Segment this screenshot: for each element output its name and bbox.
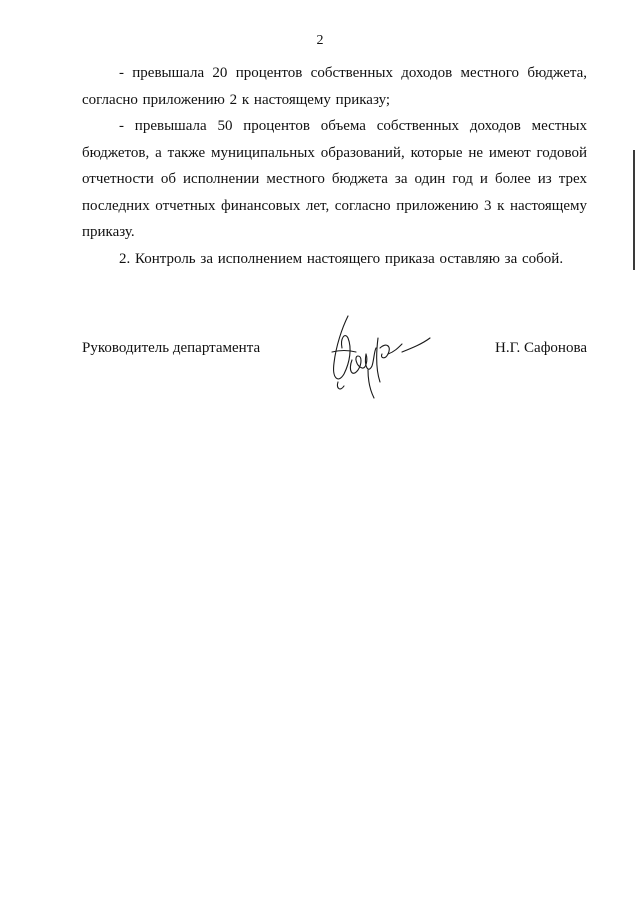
signer-title: Руководитель департамента: [82, 340, 261, 356]
handwritten-signature: [318, 308, 433, 403]
paragraph-threshold-20: - превышала 20 процентов собственных доходов местного бюджета, согласно приложению 2 к настоящему приказу;: [82, 65, 587, 108]
paragraph-threshold-50: - превышала 50 процентов объема собственных доходов местных бюджетов, а также муниципальных образований, которые не имеют годовой отчетности об исполнении местного бюджета за один год и более из трех последних отчетных финансовых лет, согласно приложению 3 к настоящему приказу.: [82, 118, 587, 240]
paragraph-control-clause: 2. Контроль за исполнением настоящего приказа оставляю за собой.: [119, 250, 564, 267]
document-body: [82, 60, 587, 272]
scan-edge-line: [633, 150, 635, 270]
page-number: 2: [316, 33, 324, 48]
signer-name: Н.Г. Сафонова: [494, 340, 587, 356]
